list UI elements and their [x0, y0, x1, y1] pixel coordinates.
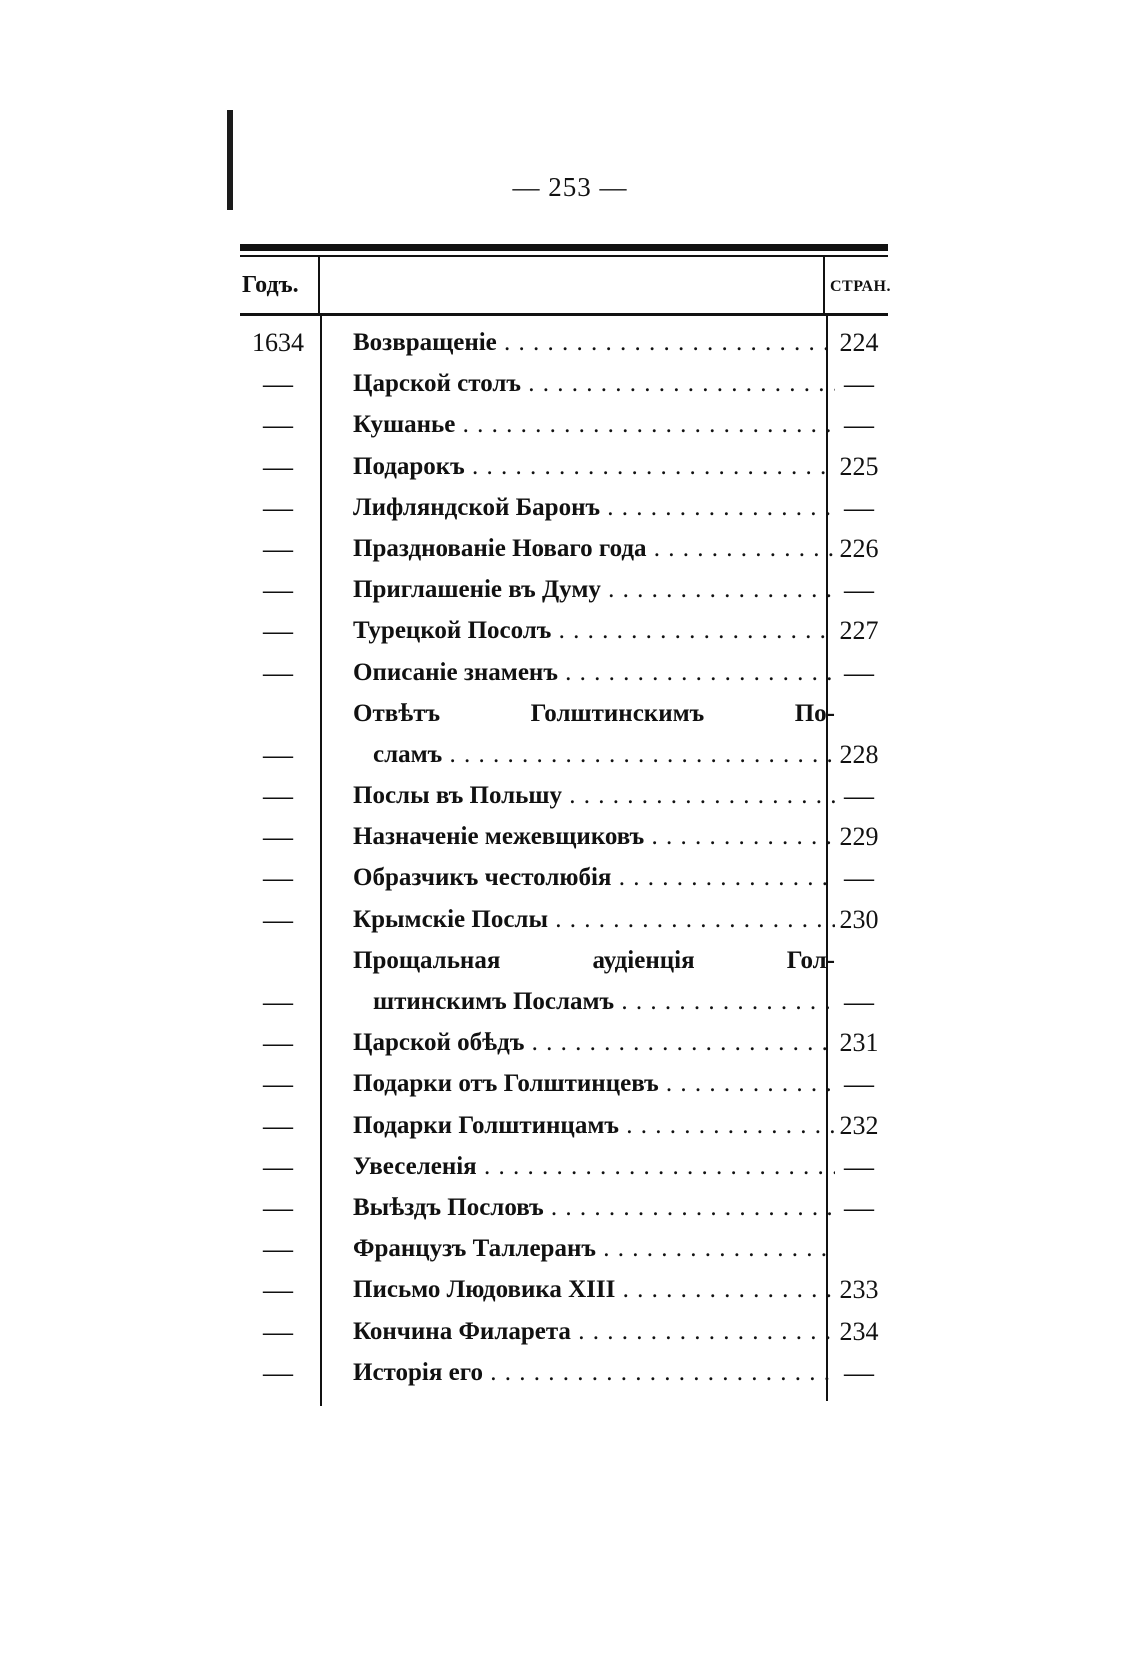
header-divider-right: [823, 257, 825, 313]
row-page: —: [844, 367, 874, 401]
row-year: —: [263, 820, 293, 854]
row-page: 234: [839, 1316, 879, 1346]
row-year: —: [263, 779, 293, 813]
row-year: —: [263, 1232, 293, 1266]
row-title: Кончина Филарета . . .: [353, 1311, 835, 1352]
table-row: [240, 981, 888, 1022]
row-title: Прощальная аудіенція Гол-: [353, 946, 835, 974]
row-year: —: [263, 1273, 293, 1307]
row-year: —: [263, 1108, 293, 1142]
row-page: 233: [839, 1275, 879, 1305]
table-row: [240, 446, 888, 487]
table-row: [240, 734, 888, 775]
row-year: —: [263, 408, 293, 442]
row-title: Возвращеніе . . .: [353, 322, 835, 363]
table-row: [240, 528, 888, 569]
table-row: [240, 487, 888, 528]
row-page: —: [844, 1149, 874, 1183]
row-year: [240, 940, 316, 981]
row-year: —: [263, 737, 293, 771]
row-page: 226: [839, 533, 879, 563]
page-number: — 253 —: [512, 172, 628, 202]
table-row: [240, 404, 888, 445]
row-page: 229: [839, 822, 879, 852]
header-page: СТРАН.: [830, 278, 891, 295]
table-row: [240, 1063, 888, 1104]
row-title: Исторія его . . .: [353, 1352, 835, 1393]
table-row: [240, 1187, 888, 1228]
row-title: Французъ Таллеранъ . . .: [353, 1228, 835, 1269]
row-page: 224: [839, 328, 879, 357]
row-page: —: [844, 573, 874, 607]
table-row: [240, 1352, 888, 1393]
row-year: [240, 693, 316, 734]
header-rule: [240, 313, 888, 316]
row-page: [830, 1228, 888, 1269]
row-title: сламъ . . .: [373, 734, 835, 775]
row-page: [830, 693, 888, 734]
row-page: 232: [839, 1110, 879, 1140]
row-page: 230: [839, 904, 879, 934]
table-row: [240, 1146, 888, 1187]
row-page: —: [844, 655, 874, 689]
row-page: 227: [839, 616, 879, 646]
table-row: [240, 652, 888, 693]
row-title: Кушанье . . .: [353, 404, 835, 445]
table-row: [240, 610, 888, 651]
row-year: —: [263, 1149, 293, 1183]
row-page: —: [844, 1190, 874, 1224]
table-row: [240, 569, 888, 610]
table-row: [240, 899, 888, 940]
contents-table: [240, 322, 888, 1393]
row-year: —: [263, 490, 293, 524]
row-page: —: [844, 408, 874, 442]
row-year: —: [263, 655, 293, 689]
table-row: [240, 693, 888, 734]
row-title: Турецкой Посолъ . . .: [353, 610, 835, 651]
row-year: —: [263, 1314, 293, 1348]
row-title: Послы въ Польшу . . .: [353, 775, 835, 816]
row-page: —: [844, 1355, 874, 1389]
row-title: Царской обѣдъ . . .: [353, 1022, 835, 1063]
row-title: Выѣздъ Пословъ . . .: [353, 1187, 835, 1228]
table-row: [240, 1022, 888, 1063]
row-title: штинскимъ Посламъ . . .: [373, 981, 835, 1022]
row-year: —: [263, 1067, 293, 1101]
row-title: Подарки отъ Голштинцевъ . . .: [353, 1063, 835, 1104]
table-row: [240, 816, 888, 857]
row-page: —: [844, 985, 874, 1018]
row-title: Подарокъ . . .: [353, 446, 835, 487]
row-title: Празднованіе Новаго года . . .: [353, 528, 835, 569]
table-row: [240, 1228, 888, 1269]
row-year: —: [263, 531, 293, 565]
row-page: [830, 940, 888, 981]
row-title: Крымскіе Послы . . .: [353, 899, 835, 940]
row-year: —: [263, 861, 293, 895]
table-row: [240, 1269, 888, 1310]
table-row: [240, 1311, 888, 1352]
row-title: Царской столъ . . .: [353, 363, 835, 404]
row-page: 225: [839, 451, 879, 481]
row-page: —: [844, 779, 874, 813]
row-title: Отвѣтъ Голштинскимъ По-: [353, 699, 835, 727]
row-title: Описаніе знаменъ . . .: [353, 652, 835, 693]
row-title: Увеселенія . . .: [353, 1146, 835, 1187]
table-row: [240, 775, 888, 816]
table-row: [240, 857, 888, 898]
row-year: —: [263, 1190, 293, 1224]
row-year: —: [263, 573, 293, 607]
top-rule-thick: [240, 244, 888, 251]
row-year: —: [263, 614, 293, 648]
row-year: —: [263, 449, 293, 483]
row-year: —: [263, 1026, 293, 1060]
row-title: Приглашеніе въ Думу . . .: [353, 569, 835, 610]
row-year: —: [263, 985, 293, 1018]
row-page: 228: [839, 739, 879, 769]
row-page: —: [844, 861, 874, 895]
row-page: —: [844, 490, 874, 524]
row-title: Письмо Людовика XIII . . .: [353, 1269, 835, 1310]
table-row: [240, 363, 888, 404]
row-page: 231: [839, 1028, 879, 1058]
top-rule-thin: [240, 255, 888, 257]
header-divider-left: [318, 257, 320, 313]
table-row: [240, 940, 888, 981]
row-title: Подарки Голштинцамъ . . .: [353, 1105, 835, 1146]
row-year: —: [263, 902, 293, 936]
row-title: Назначеніе межевщиковъ . . .: [353, 816, 835, 857]
row-year: —: [263, 1355, 293, 1389]
row-year: —: [263, 367, 293, 401]
row-title: Образчикъ честолюбія . . .: [353, 857, 835, 898]
header-year: Годъ.: [242, 272, 299, 298]
row-page: —: [844, 1067, 874, 1101]
table-row: [240, 1105, 888, 1146]
table-row: [240, 322, 888, 363]
row-title: Лифляндской Баронъ . . .: [353, 487, 835, 528]
row-year: 1634: [252, 328, 304, 357]
